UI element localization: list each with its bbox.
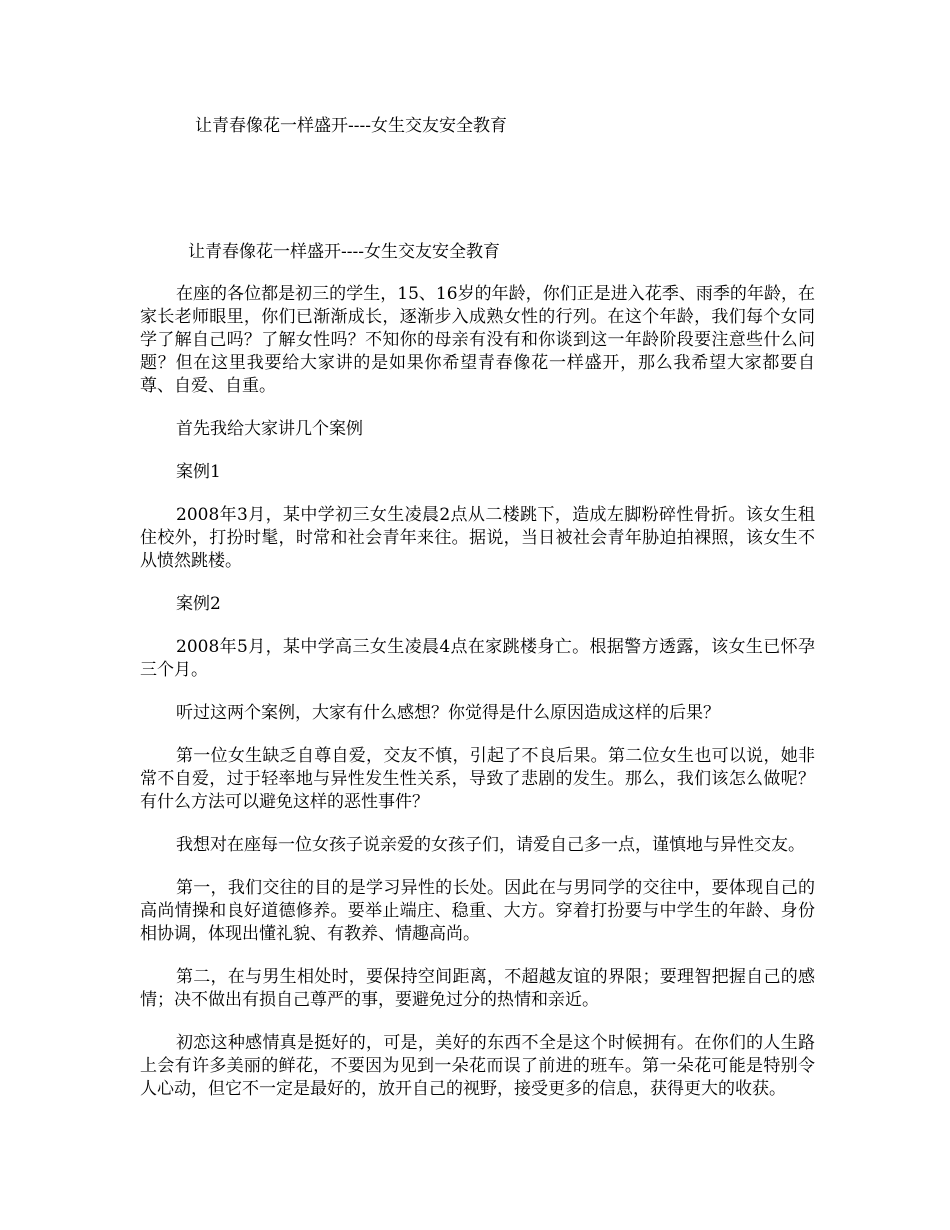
article-body [140, 283, 815, 1121]
case-1-text: 2008年3月，某中学初三女生凌晨2点从二楼跳下，造成左脚粉碎性骨折。该女生租住校外，打扮时髦，时常和社会青年来往。据说，当日被社会青年胁迫拍裸照，该女生不从愤然跳楼。 [140, 505, 815, 571]
paragraph-advice: 我想对在座每一位女孩子说亲爱的女孩子们，请爱自己多一点，谨慎地与异性交友。 [176, 835, 805, 855]
paragraph-cases-intro: 首先我给大家讲几个案例 [176, 419, 363, 439]
document-header-title: 让青春像花一样盛开----女生交友安全教育 [195, 116, 507, 136]
paragraph-first-love: 初恋这种感情真是挺好的，可是，美好的东西不全是这个时候拥有。在你们的人生路上会有许多美丽的鲜花，不要因为见到一朵花而误了前进的班车。第一朵花可能是特别令人心动，但它不一定是最好的，放开自己的视野，接受更多的信息，获得更大的收获。 [140, 1033, 815, 1099]
case-2-text: 2008年5月，某中学高三女生凌晨4点在家跳楼身亡。根据警方透露，该女生已怀孕三个月。 [140, 637, 815, 680]
paragraph-first-point: 第一，我们交往的目的是学习异性的长处。因此在与男同学的交往中，要体现自己的高尚情操和良好道德修养。要举止端庄、稳重、大方。穿着打扮要与中学生的年龄、身份相协调，体现出懂礼貌、有教养、情趣高尚。 [140, 878, 815, 944]
paragraph-analysis: 第一位女生缺乏自尊自爱，交友不慎，引起了不良后果。第二位女生也可以说，她非常不自爱，过于轻率地与异性发生性关系，导致了悲剧的发生。那么，我们该怎么做呢？有什么方法可以避免这样的恶性事件？ [140, 746, 815, 812]
paragraph-intro: 在座的各位都是初三的学生，15、16岁的年龄，你们正是进入花季、雨季的年龄，在家长老师眼里，你们已渐渐成长，逐渐步入成熟女性的行列。在这个年龄，我们每个女同学了解自己吗？了解女性吗？不知你的母亲有没有和你谈到这一年龄阶段要注意些什么问题？但在这里我要给大家讲的是如果你希望青春像花一样盛开，那么我希望大家都要自尊、自爱、自重。 [140, 284, 815, 396]
article-title: 让青春像花一样盛开----女生交友安全教育 [188, 242, 500, 262]
case-1-heading: 案例1 [176, 462, 221, 482]
paragraph-second-point: 第二，在与男生相处时，要保持空间距离，不超越友谊的界限；要理智把握自己的感情；决不做出有损自己尊严的事，要避免过分的热情和亲近。 [140, 967, 815, 1010]
case-2-heading: 案例2 [176, 594, 221, 614]
paragraph-question: 听过这两个案例，大家有什么感想？你觉得是什么原因造成这样的后果？ [176, 703, 720, 723]
